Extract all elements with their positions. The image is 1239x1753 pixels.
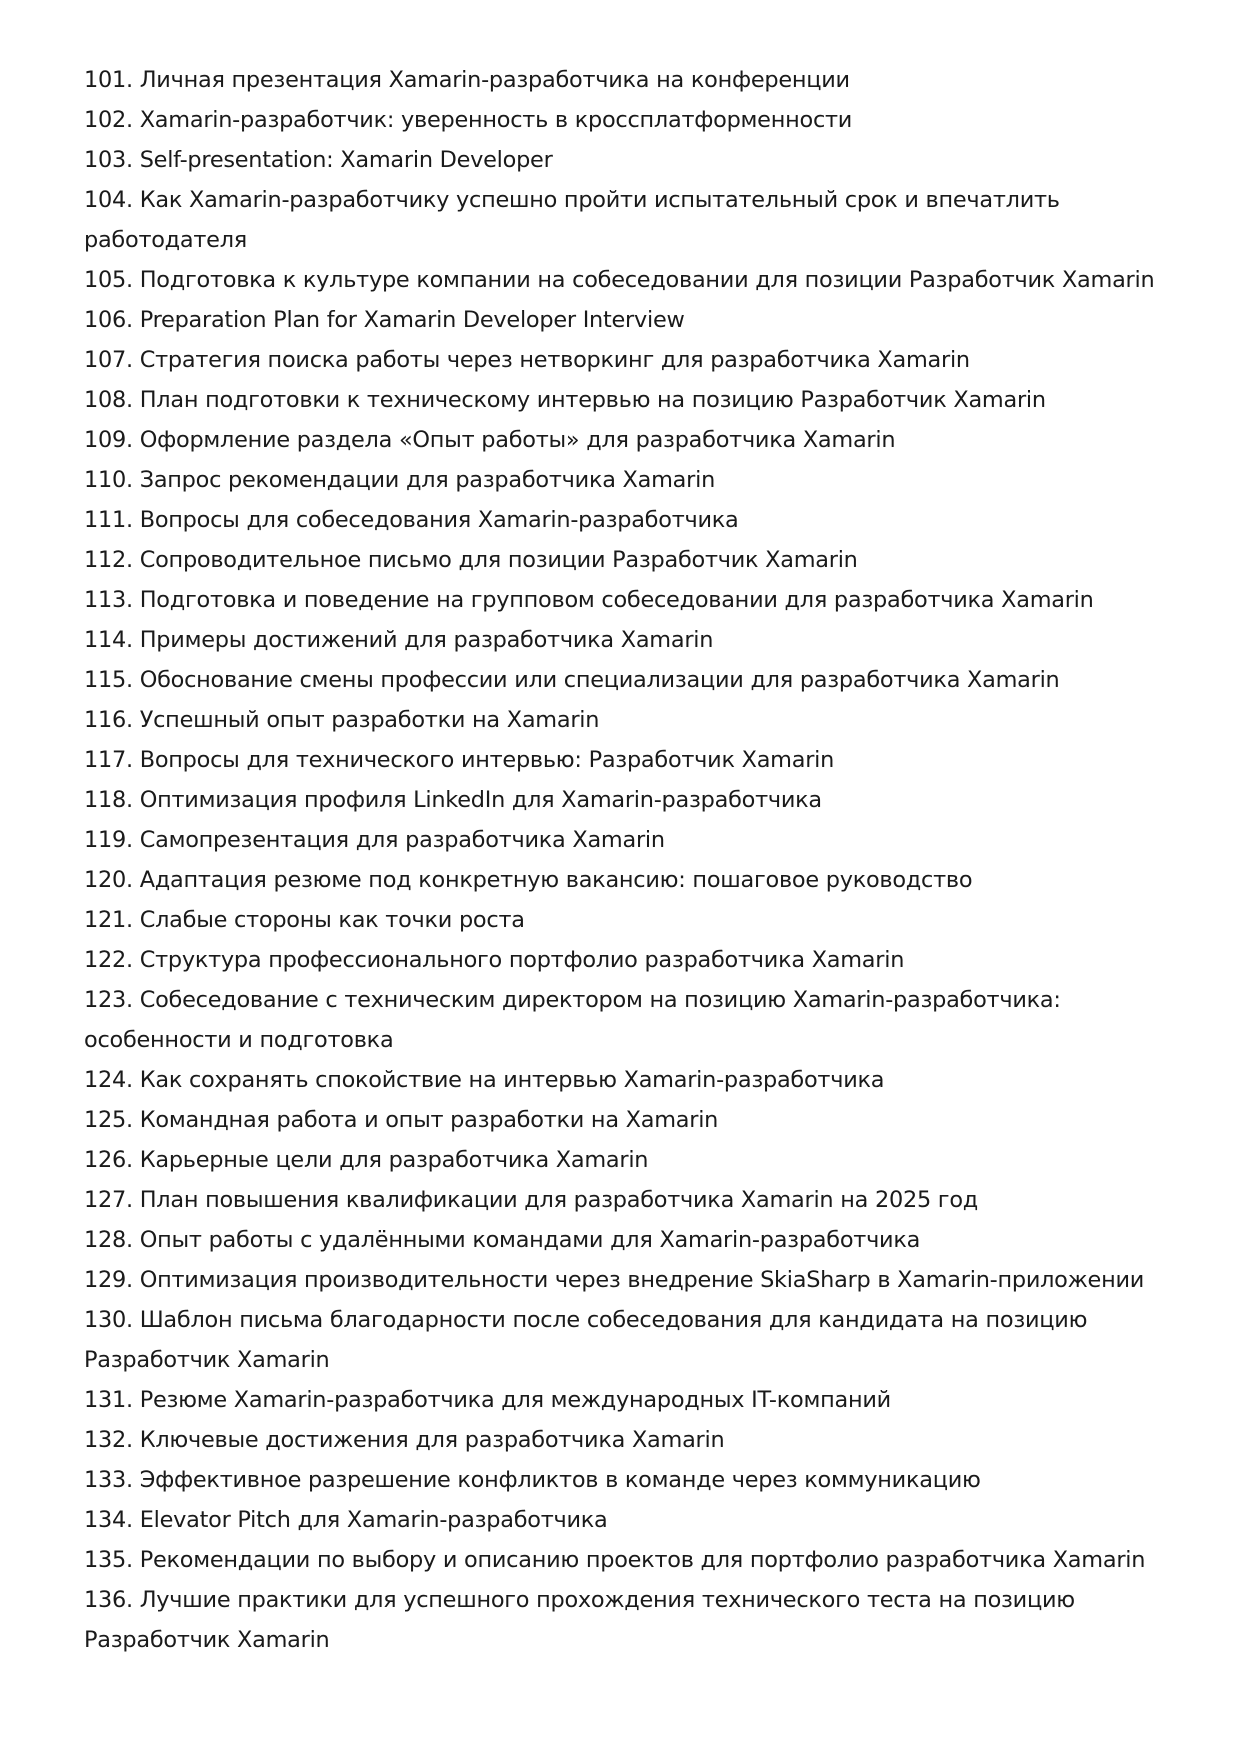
list-item-text-line: 122. Структура профессионального портфолио разработчика Xamarin: [84, 947, 905, 973]
list-item-text-line: 102. Xamarin-разработчик: уверенность в кроссплатформенности: [84, 107, 853, 133]
list-item-text-line: 134. Elevator Pitch для Xamarin-разработчика: [84, 1507, 608, 1533]
list-item: [84, 260, 1174, 300]
list-item-text-line: 112. Сопроводительное письмо для позиции Разработчик Xamarin: [84, 547, 858, 573]
list-item: [84, 620, 1174, 660]
list-item-text-line: 108. План подготовки к техническому интервью на позицию Разработчик Xamarin: [84, 387, 1046, 413]
list-item-text-line: 105. Подготовка к культуре компании на собеседовании для позиции Разработчик Xamarin: [84, 267, 1155, 293]
list-item-text-line: 130. Шаблон письма благодарности после собеседования для кандидата на позицию: [84, 1307, 1088, 1333]
list-item-text-line: 121. Слабые стороны как точки роста: [84, 907, 525, 933]
list-item: [84, 820, 1174, 860]
list-item: [84, 540, 1174, 580]
list-item-text-line: 128. Опыт работы с удалёнными командами для Xamarin-разработчика: [84, 1227, 921, 1253]
list-item-text-line: 135. Рекомендации по выбору и описанию проектов для портфолио разработчика Xamarin: [84, 1547, 1146, 1573]
list-item-text-line: 129. Оптимизация производительности через внедрение SkiaSharp в Xamarin-приложении: [84, 1267, 1145, 1293]
list-item: [84, 180, 1174, 260]
list-item: [84, 1380, 1174, 1420]
list-item: [84, 420, 1174, 460]
list-item-text-line: 131. Резюме Xamarin-разработчика для международных IT-компаний: [84, 1387, 891, 1413]
list-item: [84, 1540, 1174, 1580]
list-item: [84, 900, 1174, 940]
list-item: [84, 500, 1174, 540]
list-item-text-line: 101. Личная презентация Xamarin-разработчика на конференции: [84, 67, 850, 93]
list-item-text-line: 126. Карьерные цели для разработчика Xamarin: [84, 1147, 649, 1173]
list-item: [84, 1220, 1174, 1260]
list-item: [84, 140, 1174, 180]
list-item-text-line: Разработчик Xamarin: [84, 1627, 330, 1653]
list-item-text-line: 125. Командная работа и опыт разработки на Xamarin: [84, 1107, 719, 1133]
list-item-text-line: 103. Self-presentation: Xamarin Developer: [84, 147, 553, 173]
list-item: [84, 780, 1174, 820]
list-item-text-line: 107. Стратегия поиска работы через нетворкинг для разработчика Xamarin: [84, 347, 970, 373]
topic-list: [84, 60, 1174, 1660]
list-item-text-line: 110. Запрос рекомендации для разработчика Xamarin: [84, 467, 716, 493]
list-item-text-line: 113. Подготовка и поведение на групповом собеседовании для разработчика Xamarin: [84, 587, 1094, 613]
list-item-text-line: 104. Как Xamarin-разработчику успешно пройти испытательный срок и впечатлить: [84, 187, 1060, 213]
document-page: [84, 60, 1174, 1660]
list-item: [84, 1580, 1174, 1660]
list-item-text-line: особенности и подготовка: [84, 1027, 394, 1053]
list-item-text-line: 118. Оптимизация профиля LinkedIn для Xamarin-разработчика: [84, 787, 822, 813]
list-item-text-line: 124. Как сохранять спокойствие на интервью Xamarin-разработчика: [84, 1067, 885, 1093]
list-item-text-line: 133. Эффективное разрешение конфликтов в команде через коммуникацию: [84, 1467, 981, 1493]
list-item: [84, 700, 1174, 740]
list-item: [84, 1260, 1174, 1300]
list-item: [84, 100, 1174, 140]
list-item: [84, 340, 1174, 380]
list-item-text-line: 109. Оформление раздела «Опыт работы» для разработчика Xamarin: [84, 427, 896, 453]
list-item-text-line: 123. Собеседование с техническим директором на позицию Xamarin-разработчика:: [84, 987, 1061, 1013]
list-item: [84, 860, 1174, 900]
list-item-text-line: 111. Вопросы для собеседования Xamarin-разработчика: [84, 507, 739, 533]
list-item: [84, 1420, 1174, 1460]
list-item-text-line: 132. Ключевые достижения для разработчика Xamarin: [84, 1427, 725, 1453]
list-item: [84, 1060, 1174, 1100]
list-item: [84, 60, 1174, 100]
list-item: [84, 300, 1174, 340]
list-item: [84, 380, 1174, 420]
list-item: [84, 1100, 1174, 1140]
list-item: [84, 660, 1174, 700]
list-item: [84, 1460, 1174, 1500]
list-item-text-line: Разработчик Xamarin: [84, 1347, 330, 1373]
list-item: [84, 1140, 1174, 1180]
list-item: [84, 940, 1174, 980]
list-item-text-line: 119. Самопрезентация для разработчика Xamarin: [84, 827, 665, 853]
list-item-text-line: работодателя: [84, 227, 247, 253]
list-item: [84, 460, 1174, 500]
list-item-text-line: 117. Вопросы для технического интервью: Разработчик Xamarin: [84, 747, 835, 773]
list-item-text-line: 106. Preparation Plan for Xamarin Developer Interview: [84, 307, 685, 333]
list-item: [84, 1180, 1174, 1220]
list-item: [84, 1300, 1174, 1380]
list-item: [84, 740, 1174, 780]
list-item: [84, 980, 1174, 1060]
list-item: [84, 1500, 1174, 1540]
list-item-text-line: 114. Примеры достижений для разработчика Xamarin: [84, 627, 714, 653]
list-item-text-line: 120. Адаптация резюме под конкретную вакансию: пошаговое руководство: [84, 867, 973, 893]
list-item-text-line: 115. Обоснование смены профессии или специализации для разработчика Xamarin: [84, 667, 1060, 693]
list-item-text-line: 136. Лучшие практики для успешного прохождения технического теста на позицию: [84, 1587, 1075, 1613]
list-item-text-line: 127. План повышения квалификации для разработчика Xamarin на 2025 год: [84, 1187, 978, 1213]
list-item-text-line: 116. Успешный опыт разработки на Xamarin: [84, 707, 600, 733]
list-item: [84, 580, 1174, 620]
